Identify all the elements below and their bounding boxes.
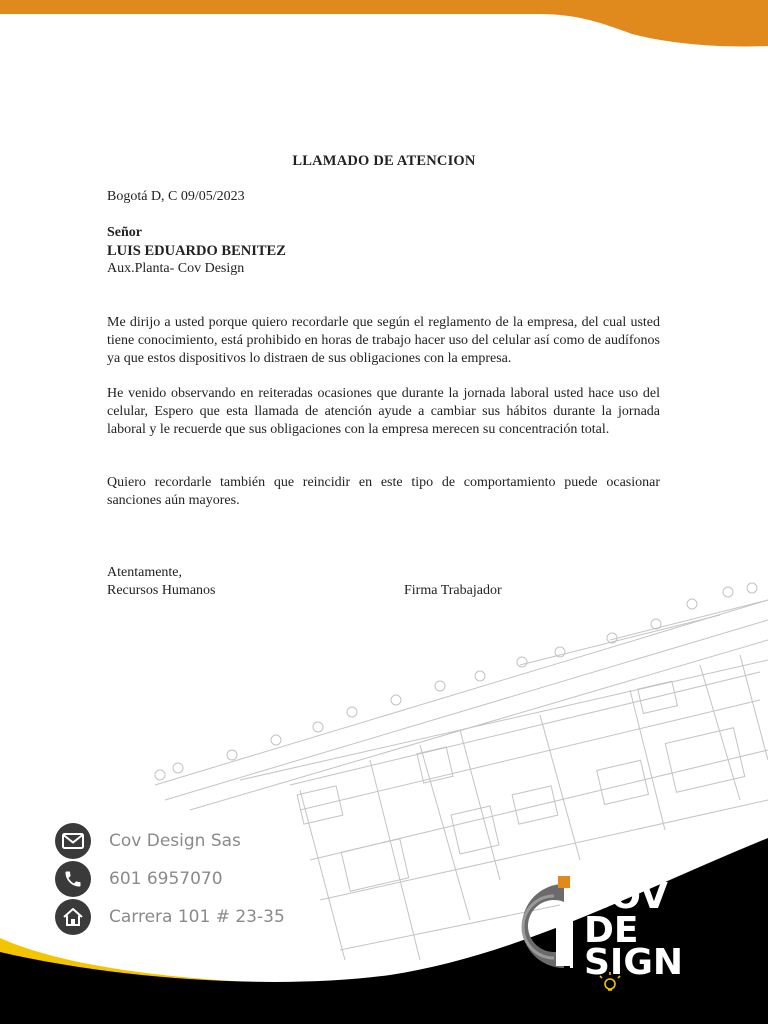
contact-phone xyxy=(55,861,223,897)
recipient-name: LUIS EDUARDO BENITEZ xyxy=(107,243,286,259)
mail-icon xyxy=(55,823,91,859)
home-icon xyxy=(55,899,91,935)
paragraph-2: He venido observando en reiteradas ocasiones que durante la jornada laboral usted hace uso del celular, Espero que esta llamada de atención ayude a cambiar sus hábitos durante la jornada laboral y le recuerde que sus obligaciones con la empresa merecen su concentración total. xyxy=(107,386,660,437)
closing: Atentamente, xyxy=(107,565,183,580)
company-name: Cov Design Sas xyxy=(109,831,241,851)
cov-design-logo xyxy=(502,872,692,1000)
contact-company xyxy=(55,823,241,859)
contact-address xyxy=(55,899,285,935)
address: Carrera 101 # 23-35 xyxy=(109,907,285,927)
place-date: Bogotá D, C 09/05/2023 xyxy=(107,189,245,204)
recipient-role: Aux.Planta- Cov Design xyxy=(107,261,245,276)
logo-word-2: DE xyxy=(584,910,639,951)
salutation: Señor xyxy=(107,225,142,240)
logo-word-1: COV xyxy=(584,876,668,917)
sender: Recursos Humanos xyxy=(107,583,216,598)
logo-word-3: SIGN xyxy=(584,942,683,983)
worker-signature-label: Firma Trabajador xyxy=(404,583,502,598)
paragraph-3: Quiero recordarle también que reincidir en este tipo de comportamiento puede ocasionar sanciones aún mayores. xyxy=(107,475,660,508)
phone-icon xyxy=(55,861,91,897)
phone-number: 601 6957070 xyxy=(109,869,223,889)
header-orange-band xyxy=(0,0,768,47)
document-title: LLAMADO DE ATENCION xyxy=(292,153,476,169)
paragraph-1: Me dirijo a usted porque quiero recordarle que según el reglamento de la empresa, del cual usted tiene conocimiento, está prohibido en horas de trabajo hacer uso del celular así como de audífonos ya que estos dispositivos lo distraen de sus obligaciones con la empresa. xyxy=(107,315,660,366)
